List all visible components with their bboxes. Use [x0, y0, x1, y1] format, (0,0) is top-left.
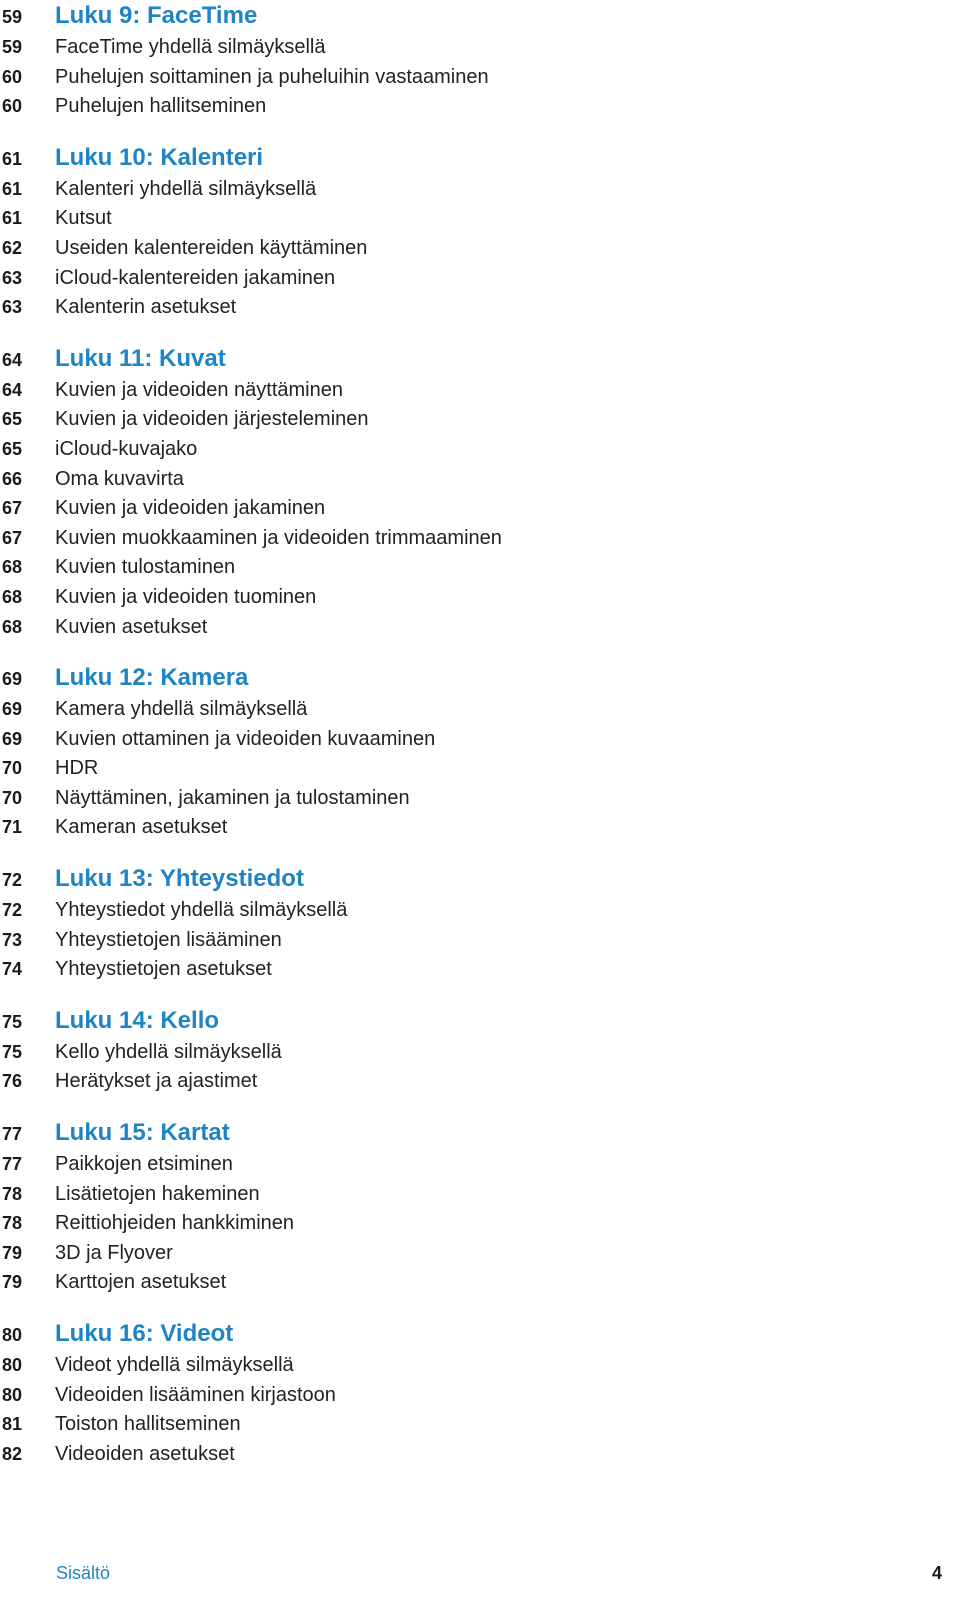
chapter-page-number: 64 [2, 349, 23, 370]
entry-page-number: 69 [2, 728, 23, 749]
chapter-title[interactable]: Luku 12: Kamera [55, 664, 249, 692]
entry-page-number: 67 [2, 498, 23, 519]
entry-title[interactable]: Lisätietojen hakeminen [55, 1182, 260, 1205]
toc-entry[interactable] [0, 178, 960, 208]
chapter-heading[interactable] [0, 1119, 960, 1153]
entry-title[interactable]: Kuvien ja videoiden näyttäminen [55, 378, 343, 401]
entry-page-number: 74 [2, 959, 23, 980]
entry-title[interactable]: iCloud-kalentereiden jakaminen [55, 266, 336, 289]
entry-page-number: 60 [2, 96, 23, 117]
chapter-title[interactable]: Luku 11: Kuvat [55, 344, 226, 372]
entry-page-number: 59 [2, 37, 23, 57]
entry-title[interactable]: Kamera yhdellä silmäyksellä [55, 698, 308, 721]
toc-entry[interactable] [0, 1041, 960, 1071]
entry-page-number: 79 [2, 1242, 23, 1263]
chapter-title[interactable]: Luku 15: Kartat [55, 1119, 230, 1147]
entry-title[interactable]: FaceTime yhdellä silmäyksellä [55, 36, 326, 58]
entry-title[interactable]: Näyttäminen, jakaminen ja tulostaminen [55, 786, 410, 809]
toc-entry[interactable] [0, 787, 960, 817]
toc-entry[interactable] [0, 616, 960, 646]
entry-title[interactable]: Puhelujen soittaminen ja puheluihin vastaaminen [55, 65, 489, 88]
toc-chapter [0, 2, 960, 125]
toc-entry[interactable] [0, 438, 960, 468]
chapter-heading[interactable] [0, 865, 960, 899]
toc-entry[interactable] [0, 1271, 960, 1301]
toc-chapter [0, 664, 960, 846]
entry-page-number: 79 [2, 1272, 23, 1293]
chapter-heading[interactable] [0, 1007, 960, 1041]
entry-page-number: 70 [2, 787, 23, 808]
toc-chapter [0, 144, 960, 326]
toc-entry[interactable] [0, 899, 960, 929]
entry-page-number: 70 [2, 758, 23, 779]
entry-page-number: 61 [2, 178, 23, 199]
chapter-title[interactable]: Luku 14: Kello [55, 1006, 220, 1034]
toc-entry[interactable] [0, 468, 960, 498]
toc-entry[interactable] [0, 207, 960, 237]
entry-title[interactable]: Toiston hallitseminen [55, 1413, 241, 1436]
entry-page-number: 75 [2, 1041, 23, 1062]
entry-page-number: 78 [2, 1183, 23, 1204]
table-of-contents [0, 2, 960, 1491]
entry-title[interactable]: Yhteystiedot yhdellä silmäyksellä [55, 899, 348, 922]
entry-page-number: 68 [2, 616, 23, 637]
toc-chapter [0, 1119, 960, 1301]
chapter-page-number: 75 [2, 1011, 23, 1032]
chapter-heading[interactable] [0, 144, 960, 178]
entry-page-number: 80 [2, 1355, 23, 1375]
toc-entry[interactable] [0, 1153, 960, 1183]
chapter-heading[interactable] [0, 664, 960, 698]
chapter-page-number: 69 [2, 669, 23, 690]
toc-entry[interactable] [0, 1443, 960, 1473]
chapter-title[interactable]: Luku 9: FaceTime [55, 2, 258, 29]
entry-page-number: 65 [2, 438, 23, 459]
toc-entry[interactable] [0, 728, 960, 758]
chapter-page-number: 77 [2, 1124, 23, 1145]
entry-page-number: 71 [2, 817, 23, 838]
page-footer [0, 1563, 960, 1587]
entry-title[interactable]: Oma kuvavirta [55, 467, 184, 490]
chapter-page-number: 72 [2, 870, 23, 891]
entry-title[interactable]: Reittiohjeiden hankkiminen [55, 1212, 295, 1235]
entry-title[interactable]: 3D ja Flyover [55, 1241, 173, 1264]
entry-title[interactable]: iCloud-kuvajako [55, 437, 198, 460]
entry-title[interactable]: Herätykset ja ajastimet [55, 1070, 258, 1093]
toc-entry[interactable] [0, 95, 960, 125]
entry-page-number: 60 [2, 66, 23, 87]
entry-title[interactable]: Kalenteri yhdellä silmäyksellä [55, 177, 317, 200]
footer-page-number: 4 [931, 1563, 942, 1583]
entry-title[interactable]: Kuvien asetukset [55, 615, 208, 638]
toc-entry[interactable] [0, 929, 960, 959]
entry-title[interactable]: Puhelujen hallitseminen [55, 95, 267, 118]
entry-page-number: 67 [2, 527, 23, 548]
toc-entry[interactable] [0, 1413, 960, 1443]
chapter-page-number: 61 [2, 148, 23, 169]
chapter-heading[interactable] [0, 1320, 960, 1354]
entry-page-number: 64 [2, 379, 23, 400]
entry-page-number: 73 [2, 929, 23, 950]
entry-page-number: 69 [2, 699, 23, 720]
toc-entry[interactable] [0, 958, 960, 988]
toc-entry[interactable] [0, 1212, 960, 1242]
toc-chapter [0, 1007, 960, 1100]
entry-title[interactable]: Kuvien ottaminen ja videoiden kuvaaminen [55, 727, 436, 750]
entry-page-number: 77 [2, 1154, 23, 1175]
toc-entry[interactable] [0, 816, 960, 846]
entry-page-number: 78 [2, 1213, 23, 1234]
toc-entry[interactable] [0, 527, 960, 557]
entry-title[interactable]: Yhteystietojen asetukset [55, 958, 272, 981]
chapter-title[interactable]: Luku 13: Yhteystiedot [55, 865, 304, 893]
entry-title[interactable]: Paikkojen etsiminen [55, 1153, 233, 1176]
entry-title[interactable]: Kuvien muokkaaminen ja videoiden trimmaaminen [55, 526, 502, 549]
entry-page-number: 68 [2, 586, 23, 607]
toc-entry[interactable] [0, 408, 960, 438]
toc-chapter [0, 865, 960, 988]
entry-title[interactable]: Karttojen asetukset [55, 1271, 227, 1294]
toc-entry[interactable] [0, 267, 960, 297]
entry-title[interactable]: Videot yhdellä silmäyksellä [55, 1354, 294, 1376]
entry-page-number: 76 [2, 1071, 23, 1092]
toc-entry[interactable] [0, 556, 960, 586]
toc-entry[interactable] [0, 1242, 960, 1272]
entry-page-number: 62 [2, 237, 23, 258]
toc-entry[interactable] [0, 698, 960, 728]
chapter-title[interactable]: Luku 16: Videot [55, 1320, 234, 1347]
chapter-title[interactable]: Luku 10: Kalenteri [55, 143, 264, 171]
toc-entry[interactable] [0, 1070, 960, 1100]
entry-page-number: 66 [2, 468, 23, 489]
entry-page-number: 68 [2, 557, 23, 578]
toc-chapter [0, 1320, 960, 1472]
toc-entry[interactable] [0, 296, 960, 326]
chapter-heading[interactable] [0, 345, 960, 379]
entry-title[interactable]: Kuvien ja videoiden jakaminen [55, 497, 326, 520]
entry-title[interactable]: Kalenterin asetukset [55, 296, 237, 319]
entry-title[interactable]: Videoiden lisääminen kirjastoon [55, 1383, 336, 1406]
entry-title[interactable]: Videoiden asetukset [55, 1442, 235, 1465]
toc-entry[interactable] [0, 36, 960, 66]
chapter-page-number: 59 [2, 7, 23, 27]
toc-entry[interactable] [0, 497, 960, 527]
entry-title[interactable]: HDR [55, 757, 99, 780]
entry-title[interactable]: Useiden kalentereiden käyttäminen [55, 236, 368, 259]
entry-title[interactable]: Kello yhdellä silmäyksellä [55, 1040, 282, 1063]
entry-page-number: 81 [2, 1414, 23, 1435]
toc-entry[interactable] [0, 757, 960, 787]
chapter-page-number: 80 [2, 1325, 23, 1345]
chapter-heading[interactable] [0, 2, 960, 36]
entry-title[interactable]: Kuvien ja videoiden järjesteleminen [55, 408, 369, 431]
entry-page-number: 63 [2, 297, 23, 318]
entry-page-number: 72 [2, 900, 23, 921]
toc-entry[interactable] [0, 1354, 960, 1384]
entry-title[interactable]: Kuvien tulostaminen [55, 556, 236, 579]
entry-title[interactable]: Yhteystietojen lisääminen [55, 928, 282, 951]
toc-chapter [0, 345, 960, 645]
entry-title[interactable]: Kutsut [55, 207, 112, 230]
footer-section-title: Sisältö [56, 1563, 111, 1583]
toc-entry[interactable] [0, 1384, 960, 1414]
entry-title[interactable]: Kameran asetukset [55, 816, 228, 839]
toc-entry[interactable] [0, 66, 960, 96]
entry-page-number: 82 [2, 1443, 23, 1464]
entry-page-number: 80 [2, 1384, 23, 1405]
toc-entry[interactable] [0, 1183, 960, 1213]
toc-entry[interactable] [0, 586, 960, 616]
toc-entry[interactable] [0, 237, 960, 267]
entry-page-number: 65 [2, 409, 23, 430]
entry-page-number: 63 [2, 267, 23, 288]
toc-entry[interactable] [0, 379, 960, 409]
entry-title[interactable]: Kuvien ja videoiden tuominen [55, 585, 317, 608]
entry-page-number: 61 [2, 208, 23, 229]
